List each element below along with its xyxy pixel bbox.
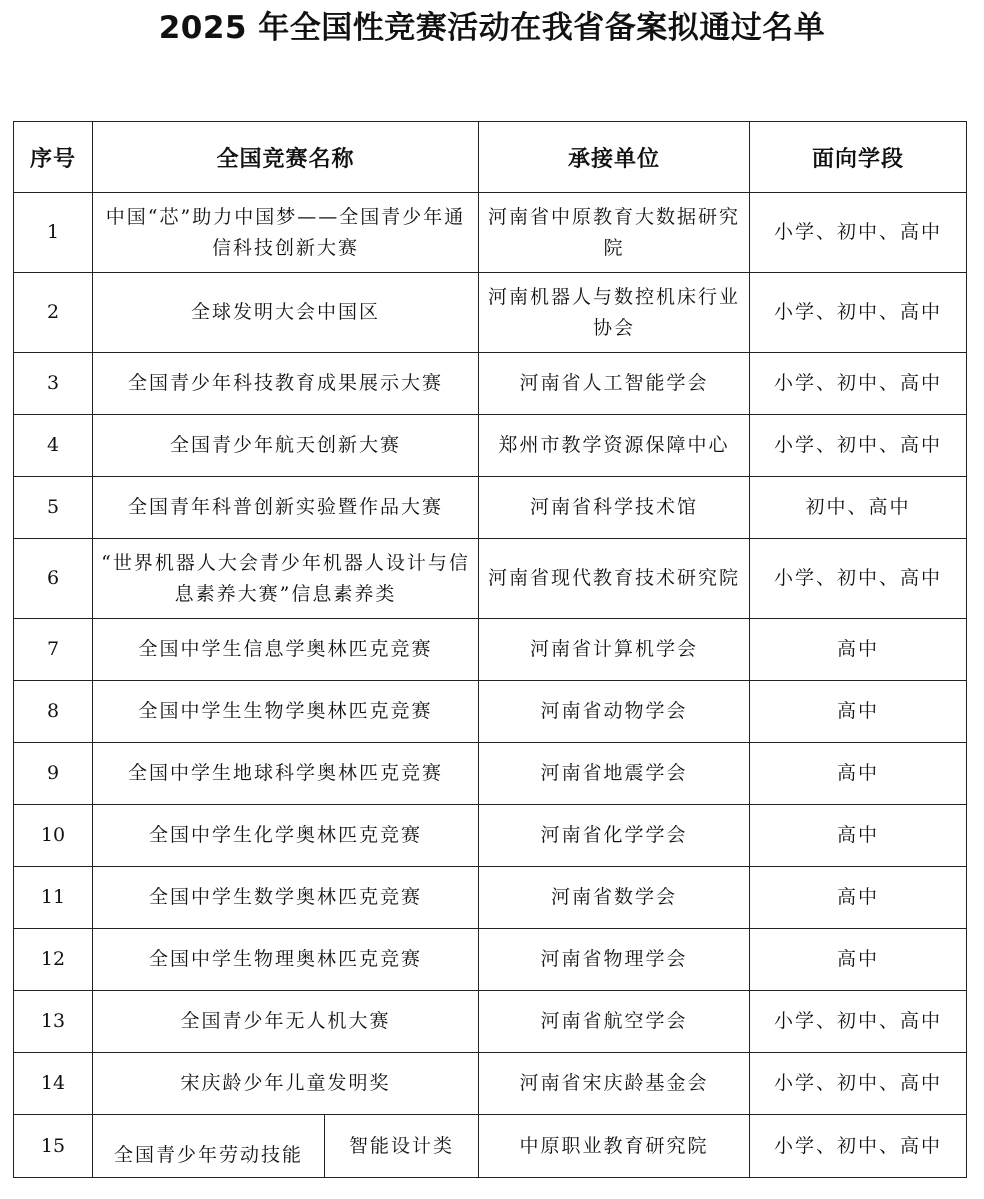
row-name: 全国青少年无人机大赛	[93, 991, 479, 1053]
row-name: 全国中学生生物学奥林匹克竞赛	[93, 681, 479, 743]
row-organizer: 河南省动物学会	[479, 681, 750, 743]
row-index: 12	[14, 929, 93, 991]
row-organizer: 中原职业教育研究院	[479, 1115, 750, 1178]
row-name: 全国青年科普创新实验暨作品大赛	[93, 477, 479, 539]
row-organizer: 河南省航空学会	[479, 991, 750, 1053]
row-name	[93, 1115, 325, 1178]
row-level: 小学、初中、高中	[750, 353, 967, 415]
table-row	[14, 539, 967, 619]
table-row	[14, 867, 967, 929]
table-row	[14, 1115, 967, 1178]
row-organizer: 河南机器人与数控机床行业协会	[479, 273, 750, 353]
row-level: 小学、初中、高中	[750, 539, 967, 619]
row-organizer: 河南省数学会	[479, 867, 750, 929]
row-index: 9	[14, 743, 93, 805]
row-index: 6	[14, 539, 93, 619]
row-index: 4	[14, 415, 93, 477]
row-index: 10	[14, 805, 93, 867]
row-name: 全球发明大会中国区	[93, 273, 479, 353]
table-row	[14, 991, 967, 1053]
row-level: 小学、初中、高中	[750, 1115, 967, 1178]
row-organizer: 郑州市教学资源保障中心	[479, 415, 750, 477]
row-organizer: 河南省地震学会	[479, 743, 750, 805]
table-header-row	[14, 122, 967, 193]
row-index: 3	[14, 353, 93, 415]
competition-table	[13, 121, 967, 1178]
row-organizer: 河南省人工智能学会	[479, 353, 750, 415]
header-level: 面向学段	[750, 122, 967, 193]
row-index: 5	[14, 477, 93, 539]
table-row	[14, 273, 967, 353]
row-index: 8	[14, 681, 93, 743]
table-row	[14, 1053, 967, 1115]
row-name: 全国青少年科技教育成果展示大赛	[93, 353, 479, 415]
header-organizer: 承接单位	[479, 122, 750, 193]
row-category: 智能设计类	[325, 1115, 479, 1178]
header-index: 序号	[14, 122, 93, 193]
row-name-text: 全国青少年劳动技能	[113, 1143, 303, 1166]
row-level: 高中	[750, 619, 967, 681]
row-organizer: 河南省计算机学会	[479, 619, 750, 681]
page-title: 2025 年全国性竞赛活动在我省备案拟通过名单	[158, 10, 826, 46]
row-organizer: 河南省宋庆龄基金会	[479, 1053, 750, 1115]
row-level: 初中、高中	[750, 477, 967, 539]
table-row	[14, 415, 967, 477]
row-level: 小学、初中、高中	[750, 991, 967, 1053]
row-index: 11	[14, 867, 93, 929]
table-row	[14, 805, 967, 867]
row-level: 小学、初中、高中	[750, 1053, 967, 1115]
row-level: 高中	[750, 867, 967, 929]
row-level: 小学、初中、高中	[750, 193, 967, 273]
row-index: 1	[14, 193, 93, 273]
row-name: 宋庆龄少年儿童发明奖	[93, 1053, 479, 1115]
row-level: 高中	[750, 805, 967, 867]
row-name: 全国中学生地球科学奥林匹克竞赛	[93, 743, 479, 805]
row-index: 7	[14, 619, 93, 681]
table-row	[14, 929, 967, 991]
table-row	[14, 743, 967, 805]
row-name: 全国青少年航天创新大赛	[93, 415, 479, 477]
row-name: 中国“芯”助力中国梦——全国青少年通信科技创新大赛	[93, 193, 479, 273]
row-organizer: 河南省科学技术馆	[479, 477, 750, 539]
row-organizer: 河南省中原教育大数据研究院	[479, 193, 750, 273]
table-row	[14, 353, 967, 415]
table-row	[14, 477, 967, 539]
table-row	[14, 681, 967, 743]
row-name: 全国中学生信息学奥林匹克竞赛	[93, 619, 479, 681]
row-index: 14	[14, 1053, 93, 1115]
row-level: 高中	[750, 743, 967, 805]
row-organizer: 河南省化学学会	[479, 805, 750, 867]
table-row	[14, 193, 967, 273]
row-level: 高中	[750, 929, 967, 991]
row-name: “世界机器人大会青少年机器人设计与信息素养大赛”信息素养类	[93, 539, 479, 619]
row-name: 全国中学生化学奥林匹克竞赛	[93, 805, 479, 867]
row-level: 高中	[750, 681, 967, 743]
row-index: 15	[14, 1115, 93, 1178]
row-name: 全国中学生物理奥林匹克竞赛	[93, 929, 479, 991]
row-level: 小学、初中、高中	[750, 273, 967, 353]
table-row	[14, 619, 967, 681]
row-organizer: 河南省物理学会	[479, 929, 750, 991]
row-level: 小学、初中、高中	[750, 415, 967, 477]
row-index: 13	[14, 991, 93, 1053]
header-name: 全国竞赛名称	[93, 122, 479, 193]
row-organizer: 河南省现代教育技术研究院	[479, 539, 750, 619]
row-name: 全国中学生数学奥林匹克竞赛	[93, 867, 479, 929]
row-index: 2	[14, 273, 93, 353]
